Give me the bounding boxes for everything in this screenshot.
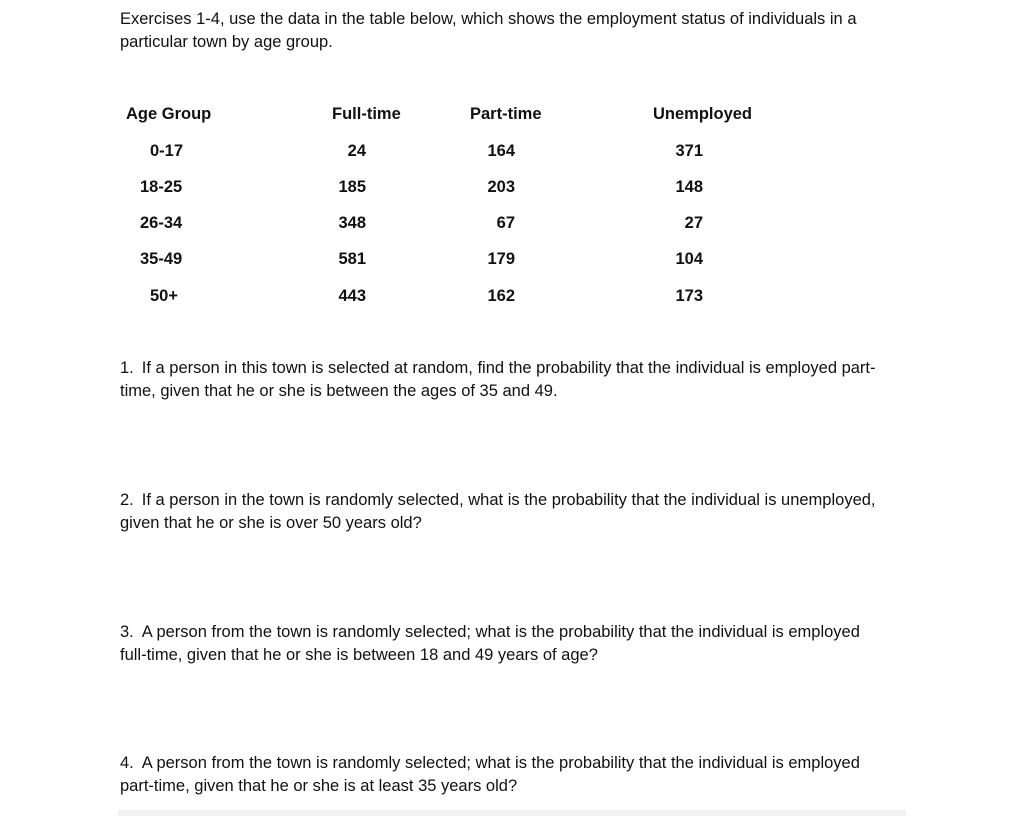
table-cell-full-time: 24 [347,142,366,160]
question-number: 4. [120,754,134,772]
header-unemployed: Unemployed [653,105,753,123]
table-cell-unemployed: 148 [675,178,703,196]
table-cell-part-time: 203 [487,178,515,196]
table-cell-part-time: 164 [487,142,515,160]
intro-text: Exercises 1-4, use the data in the table below, which shows the employment status of individuals in a particular town by age group. [120,10,857,51]
question-number: 2. [120,491,134,509]
question-text: A person from the town is randomly selected; what is the probability that the individual is employed part-time, given that he or she is at least 35 years old? [120,754,860,795]
question-text: If a person in this town is selected at random, find the probability that the individual is employed part-time, given that he or she is between the ages of 35 and 49. [120,359,876,400]
table-cell-unemployed: 173 [675,287,703,305]
header-full-time: Full-time [332,105,401,123]
page-bottom-divider [118,810,906,816]
table-cell-part-time: 162 [487,287,515,305]
table-cell-full-time: 185 [338,178,366,196]
table-cell-part-time: 179 [487,250,515,268]
table-cell-full-time: 443 [338,287,366,305]
table-cell-unemployed: 371 [675,142,703,160]
table-row-age: 0-17 [150,142,184,160]
header-age-group: Age Group [126,105,212,123]
table-cell-unemployed: 104 [675,250,703,268]
table-cell-full-time: 348 [338,214,366,232]
question-1 [120,357,880,403]
table-row-age: 50+ [150,287,178,305]
table-row-age: 18-25 [140,178,183,196]
table-cell-unemployed: 27 [684,214,703,232]
header-part-time: Part-time [470,105,542,123]
question-text: A person from the town is randomly selected; what is the probability that the individual is employed full-time, given that he or she is between 18 and 49 years of age? [120,623,860,664]
table-cell-full-time: 581 [338,250,366,268]
question-number: 3. [120,623,134,641]
table-row-age: 35-49 [140,250,183,268]
employment-table [120,100,820,310]
question-number: 1. [120,359,134,377]
table-row-age: 26-34 [140,214,183,232]
question-text: If a person in the town is randomly selected, what is the probability that the individual is unemployed, given that he or she is over 50 years old? [120,491,876,532]
table-cell-part-time: 67 [496,214,515,232]
question-4 [120,752,880,798]
question-3 [120,621,880,667]
question-2 [120,489,880,535]
